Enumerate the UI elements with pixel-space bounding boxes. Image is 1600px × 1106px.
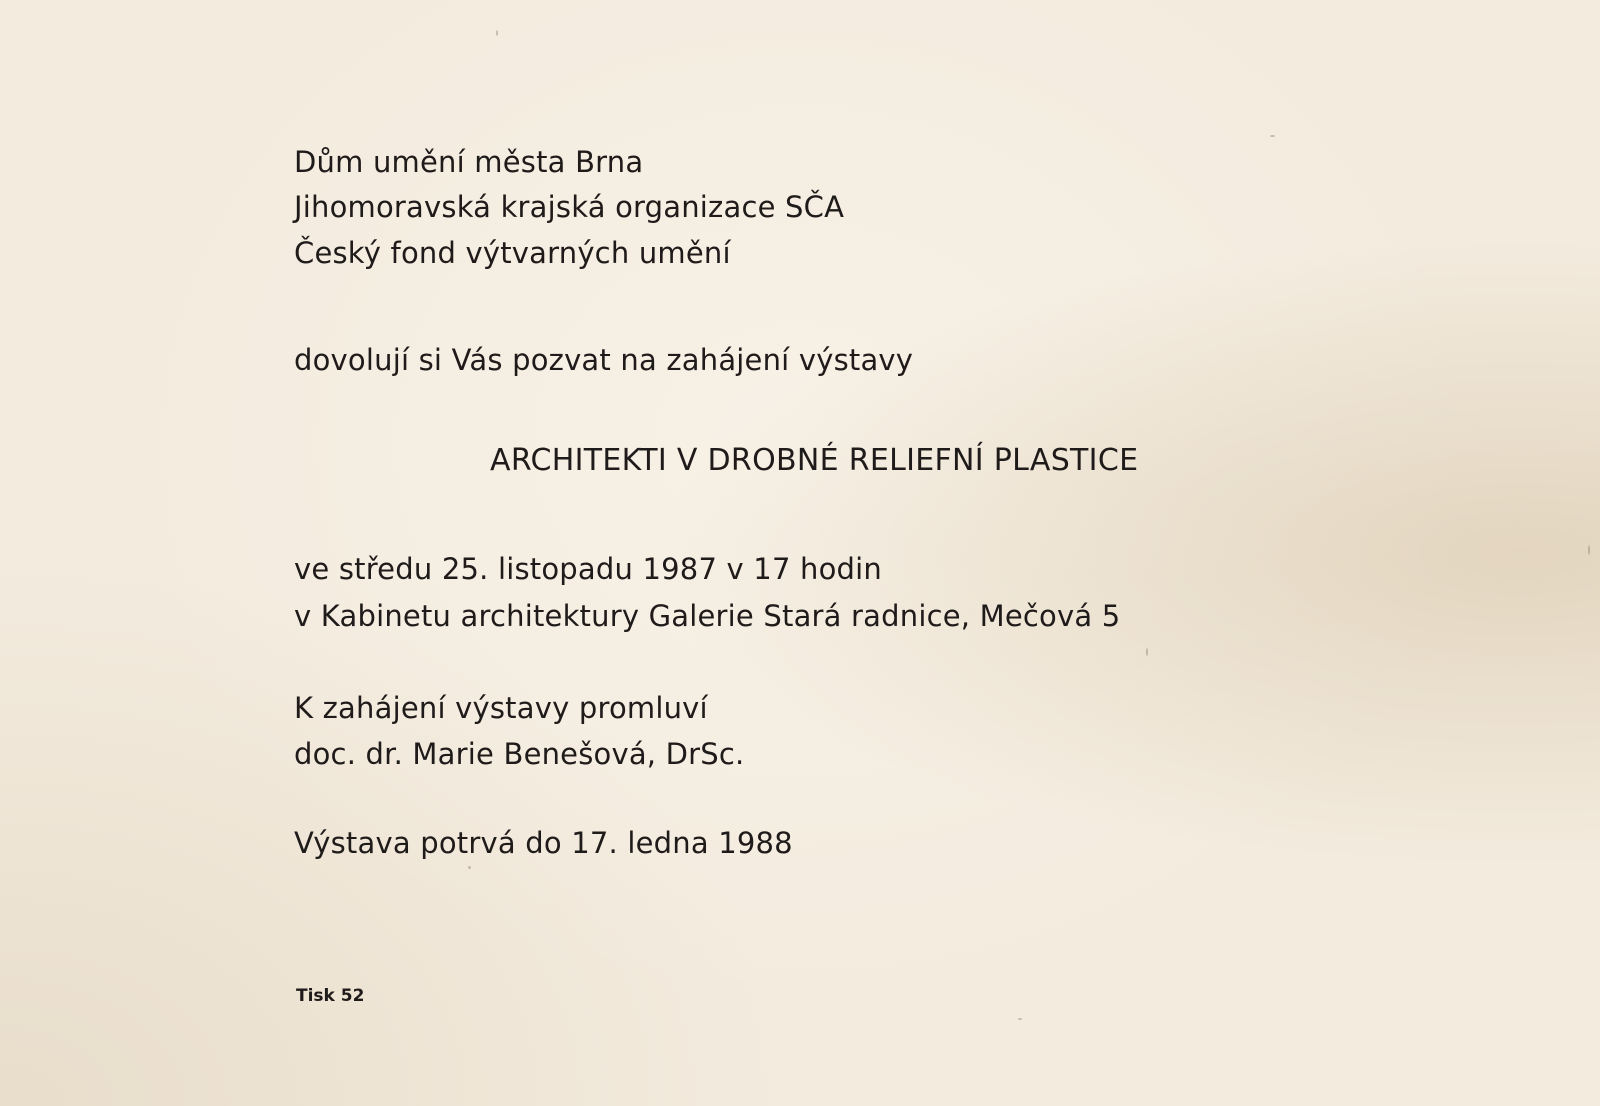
paper-speck xyxy=(1018,1018,1022,1020)
event-datetime: ve středu 25. listopadu 1987 v 17 hodin xyxy=(294,552,882,586)
organizer-line-3: Český fond výtvarných umění xyxy=(294,236,731,270)
paper-speck xyxy=(1146,648,1148,656)
paper-speck xyxy=(1270,135,1275,137)
opening-speaker: doc. dr. Marie Benešová, DrSc. xyxy=(294,737,745,771)
paper-speck xyxy=(468,866,471,869)
paper-speck xyxy=(1588,545,1590,555)
organizer-line-1: Dům umění města Brna xyxy=(294,145,644,179)
exhibition-title: ARCHITEKTI V DROBNÉ RELIEFNÍ PLASTICE xyxy=(490,443,1139,478)
printer-mark: Tisk 52 xyxy=(296,986,365,1006)
invitation-text: dovolují si Vás pozvat na zahájení výstavy xyxy=(294,343,914,377)
event-venue: v Kabinetu architektury Galerie Stará radnice, Mečová 5 xyxy=(294,599,1121,633)
opening-speech-intro: K zahájení výstavy promluví xyxy=(294,691,708,725)
paper-speck xyxy=(496,30,498,36)
exhibition-duration: Výstava potrvá do 17. ledna 1988 xyxy=(294,826,793,860)
organizer-line-2: Jihomoravská krajská organizace SČA xyxy=(294,190,845,224)
